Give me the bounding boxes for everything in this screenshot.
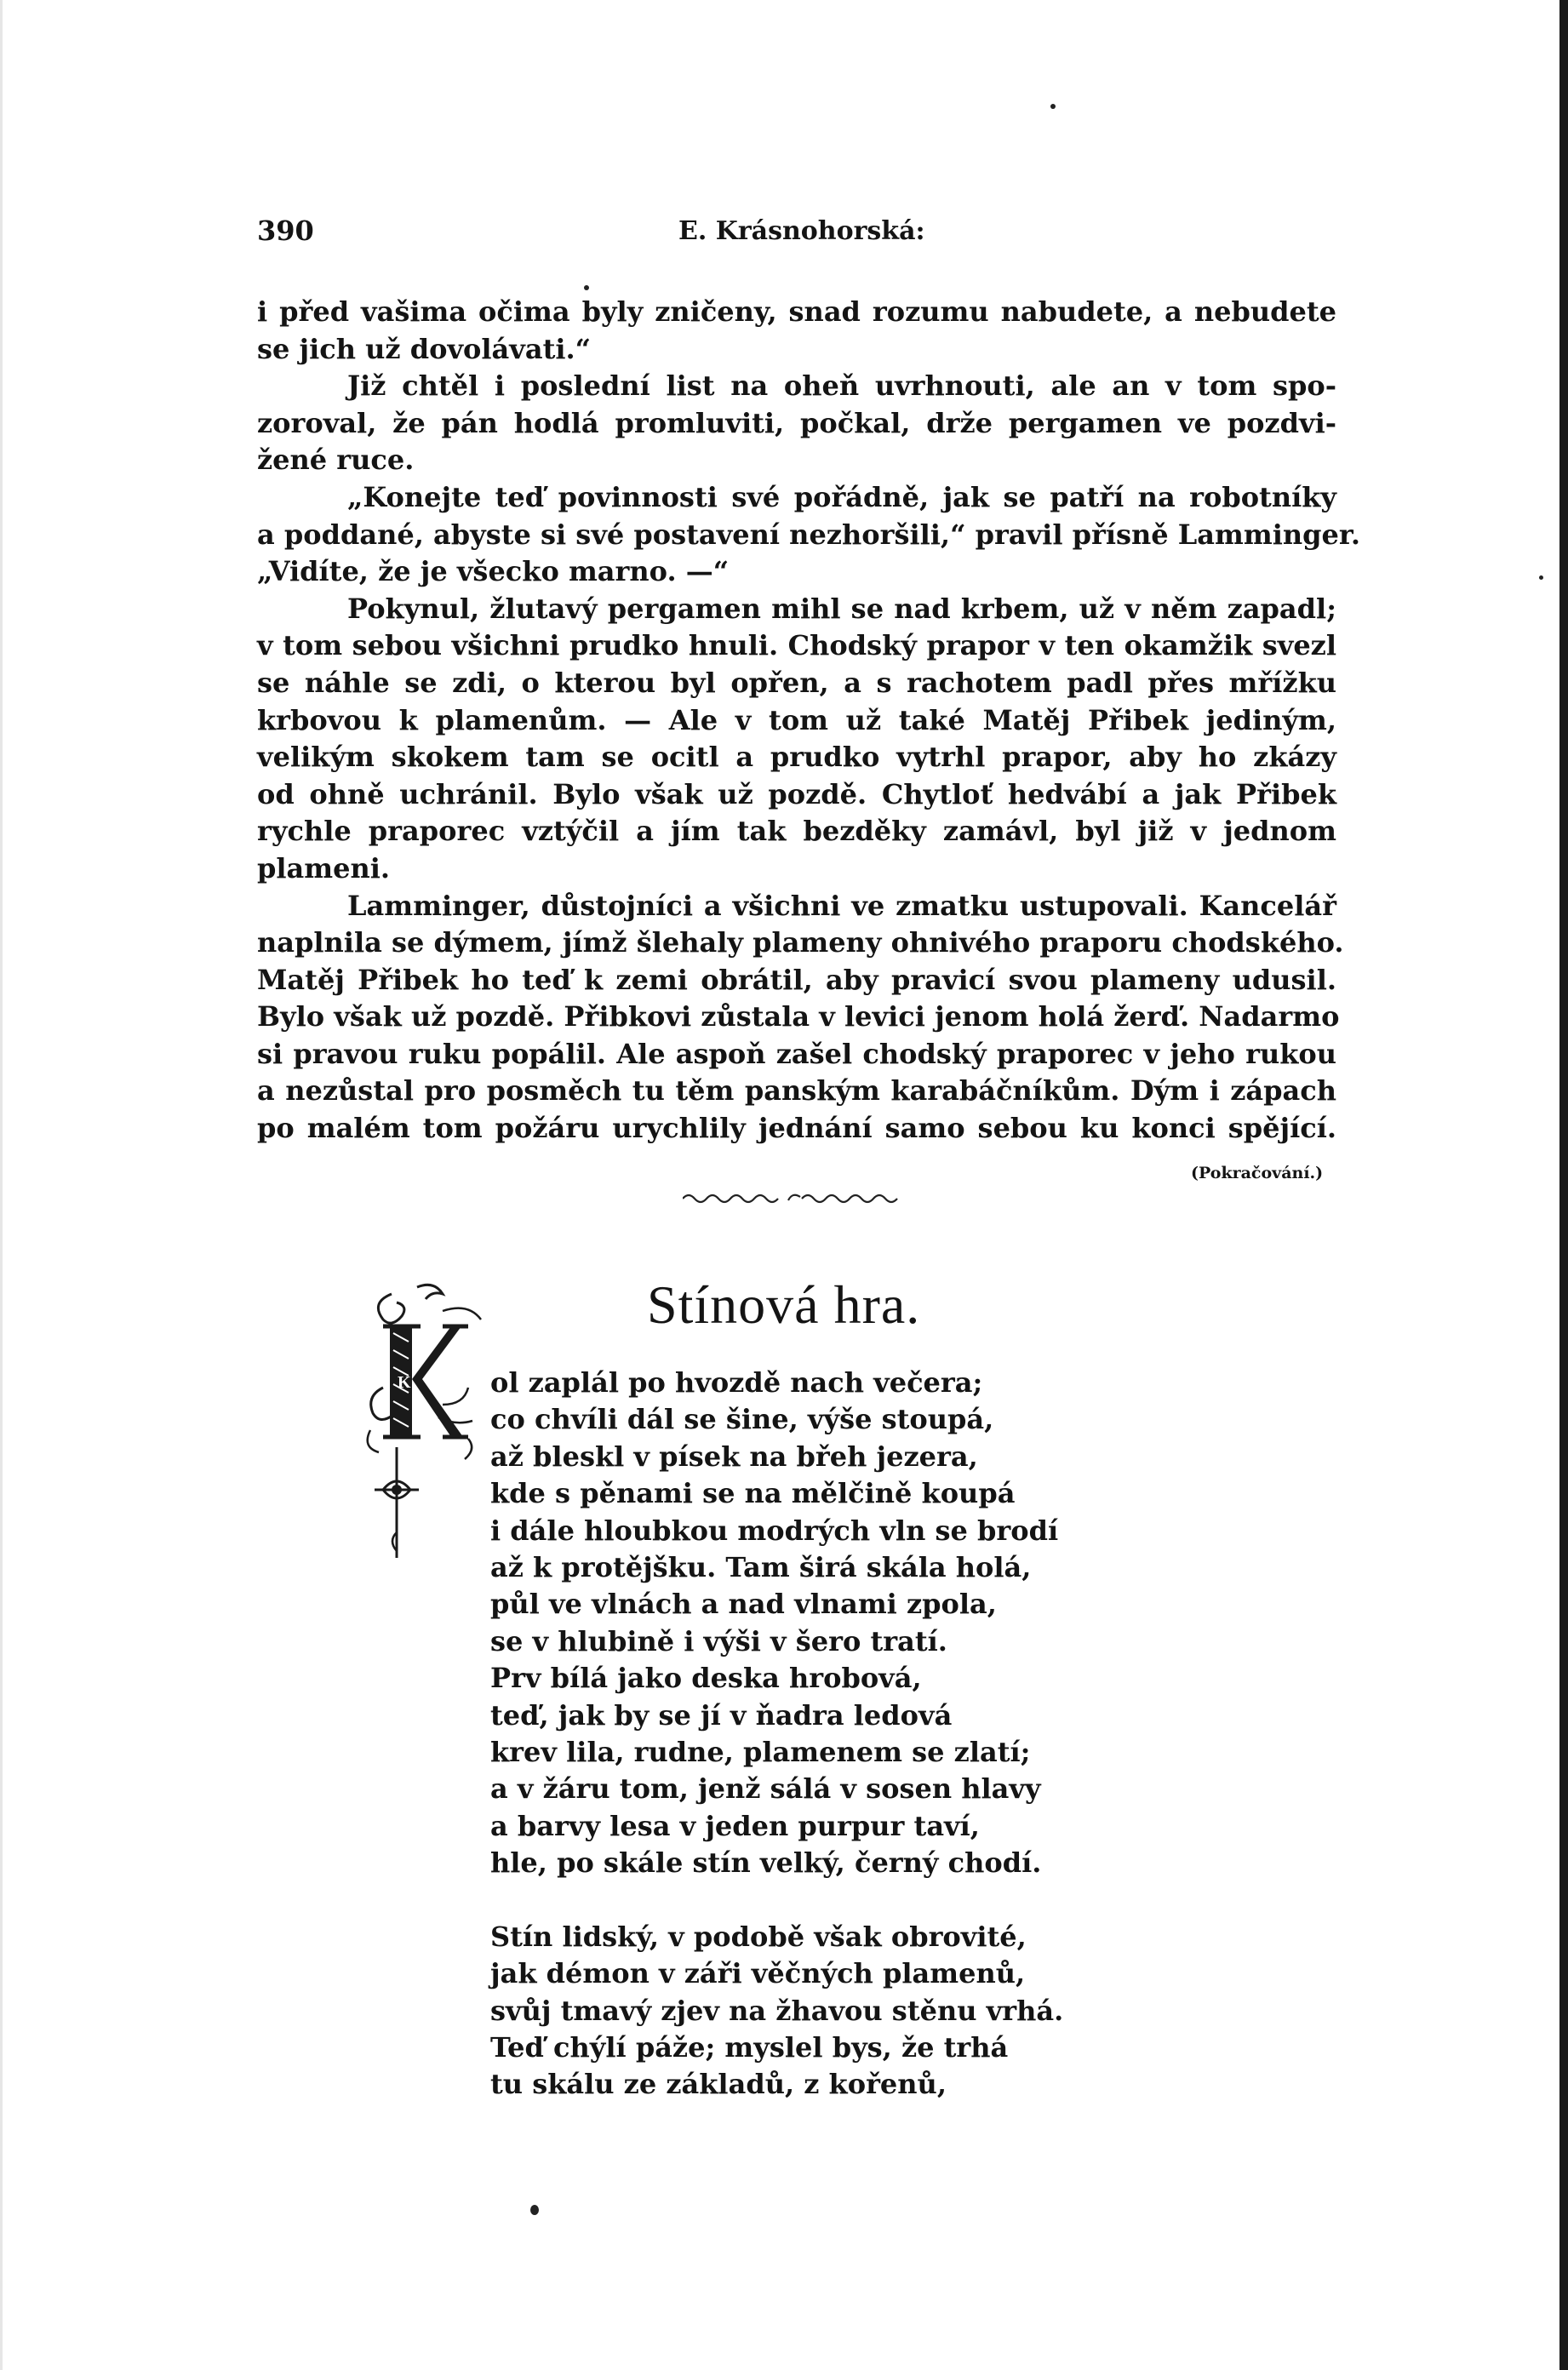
prose-line: žené ruce. <box>257 444 415 477</box>
poem-line: co chvíli dál se šine, výše stoupá, <box>490 1403 994 1436</box>
prose-line: a nezůstal pro posměch tu těm panským karabáčníkům. Dým i zápach <box>257 1074 1336 1108</box>
poem-line: se v hlubině i výši v šero tratí. <box>490 1624 947 1657</box>
prose-line: Bylo však už pozdě. Přibkovi zůstala v levici jenom holá žerď. Nadarmo <box>257 1000 1340 1033</box>
poem-line: i dále hloubkou modrých vln se brodí <box>490 1514 1059 1547</box>
prose-text <box>257 294 1360 1148</box>
prose-line: Pokynul, žlutavý pergamen mihl se nad krbem, už v něm zapadl; <box>347 592 1336 625</box>
prose-line: i před vašima očima byly zničeny, snad rozumu nabudete, a nebudete <box>257 295 1336 328</box>
poem-line: tu skálu ze základů, z kořenů, <box>490 2068 947 2101</box>
poem-line: až k protějšku. Tam širá skála holá, <box>490 1551 1032 1584</box>
print-speck <box>530 2205 539 2215</box>
poem-line: jak démon v záři věčných plamenů, <box>490 1957 1026 1990</box>
prose-line: „Konejte teď povinnosti své pořádně, jak se patří na robotníky <box>347 480 1336 513</box>
poem-title: Stínová hra. <box>647 1274 921 1335</box>
poem-line: svůj tmavý zjev na žhavou stěnu vrhá. <box>490 1994 1064 2027</box>
poem-line: Stín lidský, v podobě však obrovité, <box>490 1920 1027 1953</box>
poem-line: a v žáru tom, jenž sálá v sosen hlavy <box>490 1772 1041 1806</box>
prose-line: velikým skokem tam se ocitl a prudko vytrhl prapor, aby ho zkázy <box>257 741 1336 774</box>
prose-line: se jich už dovolávati.“ <box>257 332 592 365</box>
prose-line: Matěj Přibek ho teď k zemi obrátil, aby pravicí svou plameny udusil. <box>257 963 1336 996</box>
prose-line: se náhle se zdi, o kterou byl opřen, a s rachotem padl přes mřížku <box>257 666 1336 699</box>
poem-line: až bleskl v písek na břeh jezera, <box>490 1440 978 1473</box>
prose-line: a poddané, abyste si své postavení nezhoršili,“ pravil přísně Lamminger. <box>257 518 1360 551</box>
prose-line: „Vidíte, že je všecko marno. —“ <box>257 555 730 588</box>
poem-line: kde s pěnami se na mělčině koupá <box>490 1477 1016 1510</box>
prose-line: od ohně uchránil. Bylo však už pozdě. Chytloť hedvábí a jak Přibek <box>257 777 1336 810</box>
continued-note: (Pokračování.) <box>1191 1164 1324 1182</box>
prose-line: krbovou k plamenům. — Ale v tom už také Matěj Přibek jediným, <box>257 703 1336 736</box>
prose-line: plameni. <box>257 851 391 884</box>
prose-line: zoroval, že pán hodlá promluviti, počkal, drže pergamen ve pozdvi- <box>257 406 1336 439</box>
page-edge-right <box>1559 0 1568 2370</box>
page-number: 390 <box>257 215 314 247</box>
decorated-initial-k <box>358 1277 485 1566</box>
stanza-break <box>490 1882 1063 1919</box>
poem-line: krev lila, rudne, plamenem se zlatí; <box>490 1736 1031 1769</box>
print-speck <box>1539 575 1543 580</box>
poem-line: hle, po skále stín velký, černý chodí. <box>490 1846 1042 1880</box>
prose-line: po malém tom požáru urychlily jednání samo sebou ku konci spějící. <box>257 1112 1336 1145</box>
initial-letter: K <box>398 1373 411 1392</box>
wave-divider <box>683 1188 913 1207</box>
prose-line: si pravou ruku popálil. Ale aspoň zašel chodský praporec v jeho rukou <box>257 1037 1336 1070</box>
poem-line: a barvy lesa v jeden purpur taví, <box>490 1809 980 1842</box>
prose-line: naplnila se dýmem, jímž šlehaly plameny ohnivého praporu chodského. <box>257 926 1344 959</box>
poem-line: teď, jak by se jí v ňadra ledová <box>490 1698 953 1732</box>
print-speck <box>584 285 589 290</box>
prose-line: Již chtěl i poslední list na oheň uvrhnouti, ale an v tom spo- <box>347 369 1336 403</box>
poem-line: Prv bílá jako deska hrobová, <box>490 1662 922 1695</box>
prose-line: rychle praporec vztýčil a jím tak bezděky zamávl, byl již v jednom <box>257 815 1336 848</box>
poem-body <box>490 1365 1063 2104</box>
running-title: E. Krásnohorská: <box>678 216 925 246</box>
print-speck <box>1050 104 1056 109</box>
prose-line: Lamminger, důstojníci a všichni ve zmatku ustupovali. Kancelář <box>347 889 1336 922</box>
page-edge-left <box>0 0 3 2370</box>
page-header <box>257 215 1347 252</box>
poem-line: ol zaplál po hvozdě nach večera; <box>490 1366 983 1399</box>
poem-line: půl ve vlnách a nad vlnami zpola, <box>490 1588 997 1621</box>
prose-line: v tom sebou všichni prudko hnuli. Chodský prapor v ten okamžik svezl <box>257 629 1336 662</box>
poem-line: Teď chýlí páže; myslel bys, že trhá <box>490 2030 1009 2064</box>
